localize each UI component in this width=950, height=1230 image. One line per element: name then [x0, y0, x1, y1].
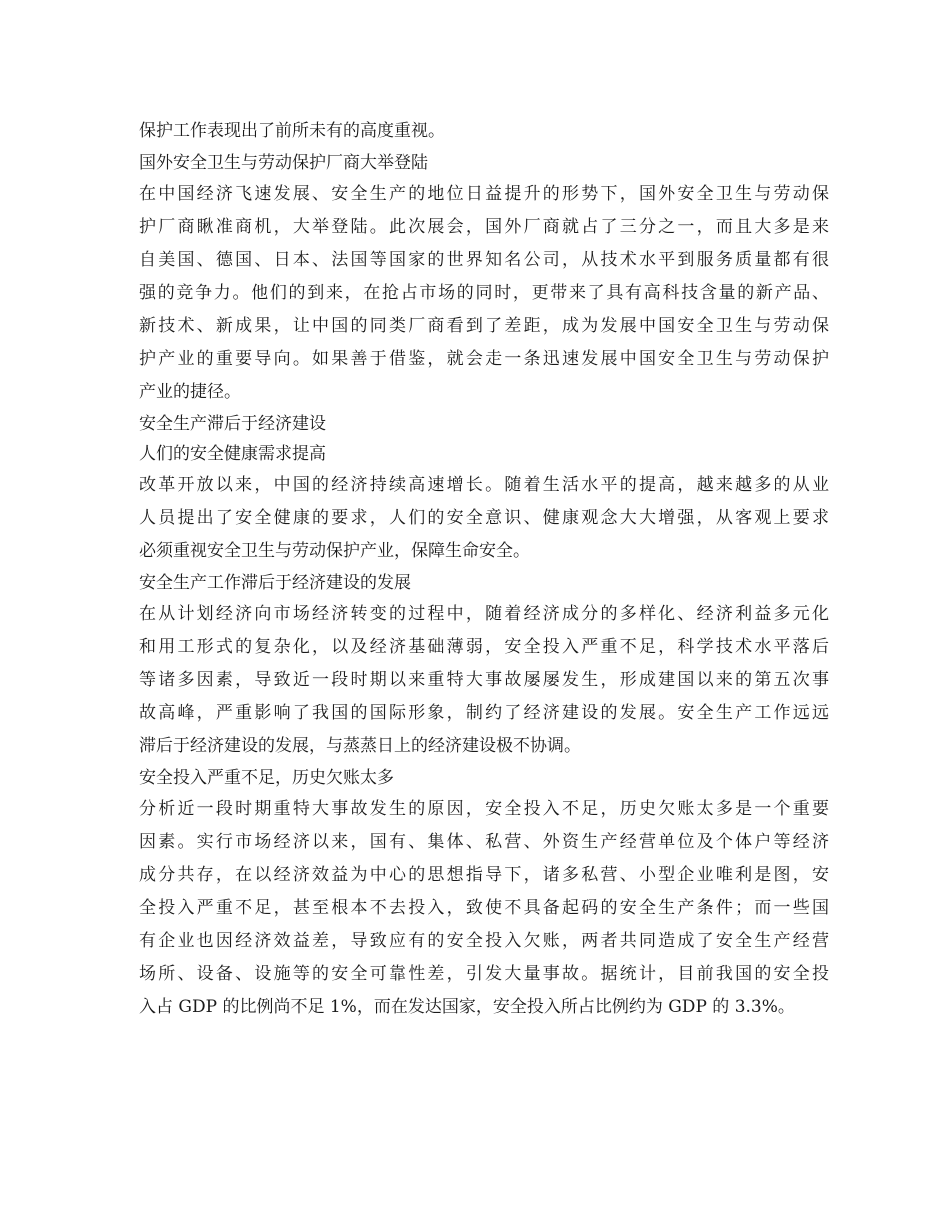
paragraph-line: 护厂商瞅准商机，大举登陆。此次展会，国外厂商就占了三分之一，而且大多是来	[139, 217, 829, 237]
paragraph-line: 自美国、德国、日本、法国等国家的世界知名公司，从技术水平到服务质量都有很	[139, 250, 829, 270]
paragraph-line: 新技术、新成果，让中国的同类厂商看到了差距，成为发展中国安全卫生与劳动保	[139, 316, 829, 336]
paragraph-line: 人员提出了安全健康的要求，人们的安全意识、健康观念大大增强，从客观上要求	[139, 508, 829, 528]
paragraph-line: 保护工作表现出了前所未有的高度重视。	[139, 121, 445, 141]
section-heading: 安全生产工作滞后于经济建设的发展	[139, 573, 411, 593]
paragraph-line: 入占 GDP 的比例尚不足 1%，而在发达国家，安全投入所占比例约为 GDP 的 3.3%。	[139, 997, 795, 1017]
paragraph-line: 改革开放以来，中国的经济持续高速增长。随着生活水平的提高，越来越多的从业	[139, 475, 829, 495]
section-heading: 安全投入严重不足，历史欠账太多	[139, 768, 394, 788]
paragraph	[139, 793, 829, 1024]
document-content	[139, 115, 829, 1024]
paragraph-line: 强的竞争力。他们的到来，在抢占市场的同时，更带来了具有高科技含量的新产品、	[139, 283, 829, 303]
paragraph-line: 护产业的重要导向。如果善于借鉴，就会走一条迅速发展中国安全卫生与劳动保护	[139, 349, 829, 369]
paragraph-line: 等诸多因素，导致近一段时期以来重特大事故屡屡发生，形成建国以来的第五次事	[139, 670, 829, 690]
paragraph-line: 成分共存，在以经济效益为中心的思想指导下，诸多私营、小型企业唯利是图，安	[139, 865, 829, 885]
paragraph	[139, 598, 829, 763]
section-heading: 安全生产滞后于经济建设	[139, 414, 326, 434]
paragraph-line: 在中国经济飞速发展、安全生产的地位日益提升的形势下，国外安全卫生与劳动保	[139, 184, 829, 204]
paragraph-line: 和用工形式的复杂化，以及经济基础薄弱，安全投入严重不足，科学技术水平落后	[139, 637, 829, 657]
paragraph-line: 全投入严重不足，甚至根本不去投入，致使不具备起码的安全生产条件；而一些国	[139, 898, 829, 918]
paragraph-line: 因素。实行市场经济以来，国有、集体、私营、外资生产经营单位及个体户等经济	[139, 832, 829, 852]
paragraph-line: 有企业也因经济效益差，导致应有的安全投入欠账，两者共同造成了安全生产经营	[139, 931, 829, 951]
document-body	[139, 115, 829, 1024]
paragraph-line: 分析近一段时期重特大事故发生的原因，安全投入不足，历史欠账太多是一个重要	[139, 799, 829, 819]
paragraph-line: 产业的捷径。	[139, 382, 241, 402]
paragraph	[139, 115, 829, 148]
paragraph	[139, 178, 829, 409]
section-heading: 人们的安全健康需求提高	[139, 444, 326, 464]
paragraph-line: 故高峰，严重影响了我国的国际形象，制约了经济建设的发展。安全生产工作远远	[139, 703, 829, 723]
paragraph-line: 必须重视安全卫生与劳动保护产业，保障生命安全。	[139, 541, 530, 561]
paragraph-line: 滞后于经济建设的发展，与蒸蒸日上的经济建设极不协调。	[139, 736, 581, 756]
section-heading: 国外安全卫生与劳动保护厂商大举登陆	[139, 153, 428, 173]
paragraph-line: 场所、设备、设施等的安全可靠性差，引发大量事故。据统计，目前我国的安全投	[139, 964, 829, 984]
paragraph	[139, 469, 829, 568]
paragraph-line: 在从计划经济向市场经济转变的过程中，随着经济成分的多样化、经济利益多元化	[139, 604, 829, 624]
